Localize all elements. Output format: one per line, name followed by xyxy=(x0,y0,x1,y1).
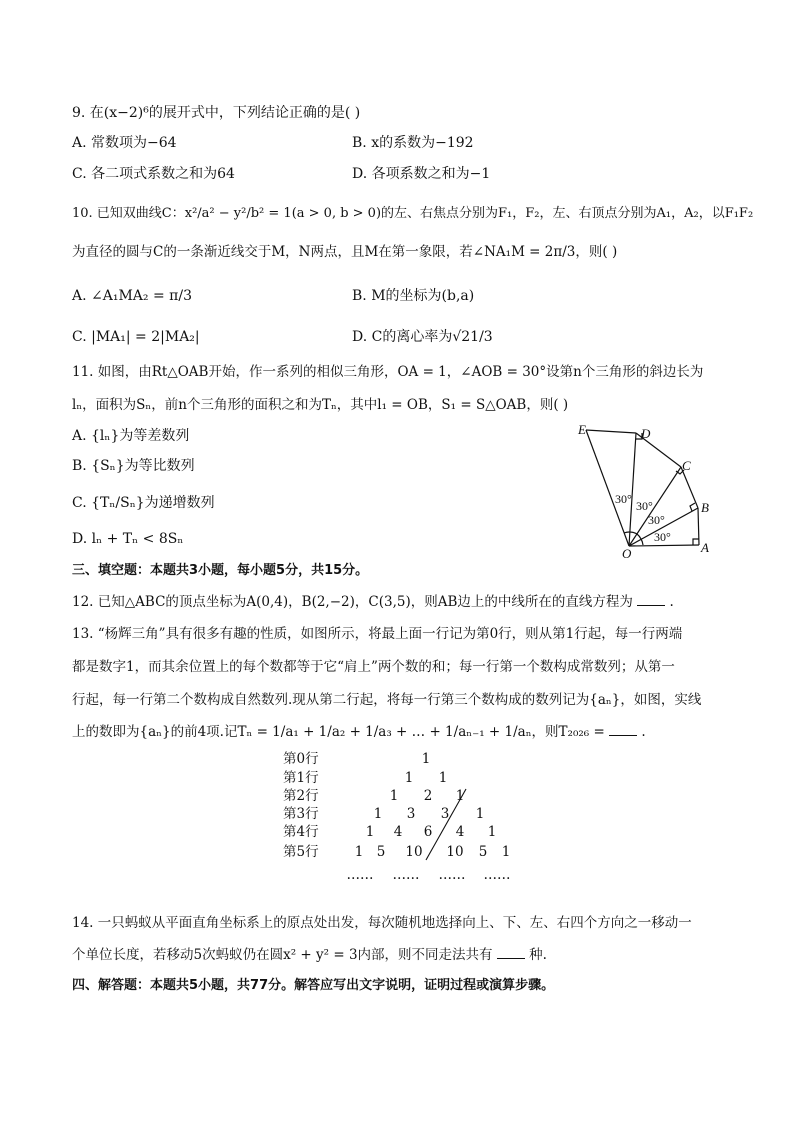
row-label-3: 第3行 xyxy=(283,806,319,822)
point-label-o: O xyxy=(622,546,632,560)
row-label-4: 第4行 xyxy=(283,824,319,840)
q10-option-b: B. M的坐标为(b,a) xyxy=(352,288,475,304)
point-label-b: B xyxy=(701,500,709,515)
q13-line1: 13. “杨辉三角”具有很多有趣的性质，如图所示，将最上面一行记为第0行，则从第1行起，每一行两端 xyxy=(72,626,683,642)
section-3-header: 三、填空题：本题共3小题，每小题5分，共15分。 xyxy=(72,563,369,578)
q11-option-c: C. {Tₙ/Sₙ}为递增数列 xyxy=(72,495,215,511)
q9-option-b: B. x的系数为−192 xyxy=(352,135,474,151)
tri-r3-c2: 3 xyxy=(440,806,450,822)
q9-option-c: C. 各二项式系数之和为64 xyxy=(72,166,235,182)
tri-r5-c5: 1 xyxy=(501,844,511,860)
angle-label-cob: 30° xyxy=(648,513,665,527)
q13-line3: 行起，每一行第二个数构成自然数列.现从第二行起，将每一行第三个数构成的数列记为{aₙ}，如图，实线 xyxy=(72,692,702,708)
tri-ellipsis-0: …… xyxy=(346,867,374,883)
point-label-c: C xyxy=(682,458,691,473)
q11-option-a: A. {lₙ}为等差数列 xyxy=(72,428,190,444)
row-label-2: 第2行 xyxy=(283,788,319,804)
tri-r1-c1: 1 xyxy=(438,770,448,786)
q12-text: 12. 已知△ABC的顶点坐标为A(0,4)，B(2,−2)，C(3,5)，则AB边上的中线所在的直线方程为 xyxy=(72,594,633,610)
q10-stem-line1: 10. 已知双曲线C：x²/a² − y²/b² = 1(a > 0, b > 0)的左、右焦点分别为F₁，F₂，左、右顶点分别为A₁，A₂，以F₁F₂ xyxy=(72,206,754,221)
q14-line2-text: 个单位长度，若移动5次蚂蚁仍在圆x² + y² = 3内部，则不同走法共有 xyxy=(72,947,493,963)
q10-option-d: D. C的离心率为√21/3 xyxy=(352,329,493,345)
q10-option-a: A. ∠A₁MA₂ = π/3 xyxy=(72,288,192,304)
q13-end: . xyxy=(641,724,646,740)
tri-r4-c0: 1 xyxy=(365,824,375,840)
row-label-5: 第5行 xyxy=(283,844,319,860)
tri-ellipsis-3: …… xyxy=(483,867,511,883)
tri-r0-c0: 1 xyxy=(421,751,431,767)
q13-line2: 都是数字1，而其余位置上的每个数都等于它“肩上”两个数的和；每一行第一个数构成常数列；从第一 xyxy=(72,659,675,675)
q14-end: 种. xyxy=(529,947,547,963)
section-4-header: 四、解答题：本题共5小题，共77分。解答应写出文字说明，证明过程或演算步骤。 xyxy=(72,978,555,993)
angle-label-doc: 30° xyxy=(636,499,653,513)
tri-ellipsis-2: …… xyxy=(438,867,466,883)
q13-line4-text: 上的数即为{aₙ}的前4项.记Tₙ = 1/a₁ + 1/a₂ + 1/a₃ + … + 1/aₙ₋₁ + 1/aₙ，则T₂₀₂₆ = xyxy=(72,724,605,740)
q11-option-d: D. lₙ + Tₙ < 8Sₙ xyxy=(72,531,184,547)
angle-label-boa: 30° xyxy=(654,530,671,544)
tri-r2-c1: 2 xyxy=(423,788,433,804)
tri-r4-c2: 6 xyxy=(423,824,433,840)
q9-option-d: D. 各项系数之和为−1 xyxy=(352,166,491,182)
q11-option-b: B. {Sₙ}为等比数列 xyxy=(72,458,195,474)
q14-line1: 14. 一只蚂蚁从平面直角坐标系上的原点处出发，每次随机地选择向上、下、左、右四个方向之一移动一 xyxy=(72,915,692,931)
tri-r2-c0: 1 xyxy=(389,788,399,804)
tri-r4-c3: 4 xyxy=(455,824,465,840)
point-label-e: E xyxy=(578,422,586,437)
point-label-a: A xyxy=(701,540,709,555)
q9-option-a: A. 常数项为−64 xyxy=(72,135,177,151)
tri-r5-c3: 10 xyxy=(446,844,464,860)
tri-r5-c4: 5 xyxy=(478,844,488,860)
tri-r3-c3: 1 xyxy=(475,806,485,822)
q12-end: . xyxy=(669,594,674,610)
row-label-0: 第0行 xyxy=(283,751,319,767)
tri-r5-c0: 1 xyxy=(354,844,364,860)
tri-r3-c1: 3 xyxy=(406,806,416,822)
tri-r4-c4: 1 xyxy=(487,824,497,840)
tri-r4-c1: 4 xyxy=(393,824,403,840)
q14-line2 xyxy=(72,945,547,965)
q11-stem-line2: lₙ，面积为Sₙ，前n个三角形的面积之和为Tₙ，其中l₁ = OB，S₁ = S△OAB，则( ) xyxy=(72,397,569,413)
tri-r1-c0: 1 xyxy=(404,770,414,786)
tri-ellipsis-1: …… xyxy=(392,867,420,883)
q10-option-c: C. |MA₁| = 2|MA₂| xyxy=(72,329,200,345)
q10-stem-line2: 为直径的圆与C的一条渐近线交于M，N两点，且M在第一象限，若∠NA₁M = 2π/3，则( ) xyxy=(72,244,618,260)
tri-r5-c2: 10 xyxy=(405,844,423,860)
q11-stem-line1: 11. 如图，由Rt△OAB开始，作一系列的相似三角形，OA = 1，∠AOB = 30°设第n个三角形的斜边长为 xyxy=(72,364,704,380)
point-label-d: D xyxy=(641,426,651,441)
q9-stem: 9. 在(x−2)⁶的展开式中，下列结论正确的是( ) xyxy=(72,105,361,121)
tri-r5-c1: 5 xyxy=(376,844,386,860)
tri-r3-c0: 1 xyxy=(373,806,383,822)
row-label-1: 第1行 xyxy=(283,770,319,786)
q14-answer-blank xyxy=(497,946,525,959)
angle-label-eod: 30° xyxy=(615,492,632,506)
tri-r2-c2: 1 xyxy=(455,788,465,804)
